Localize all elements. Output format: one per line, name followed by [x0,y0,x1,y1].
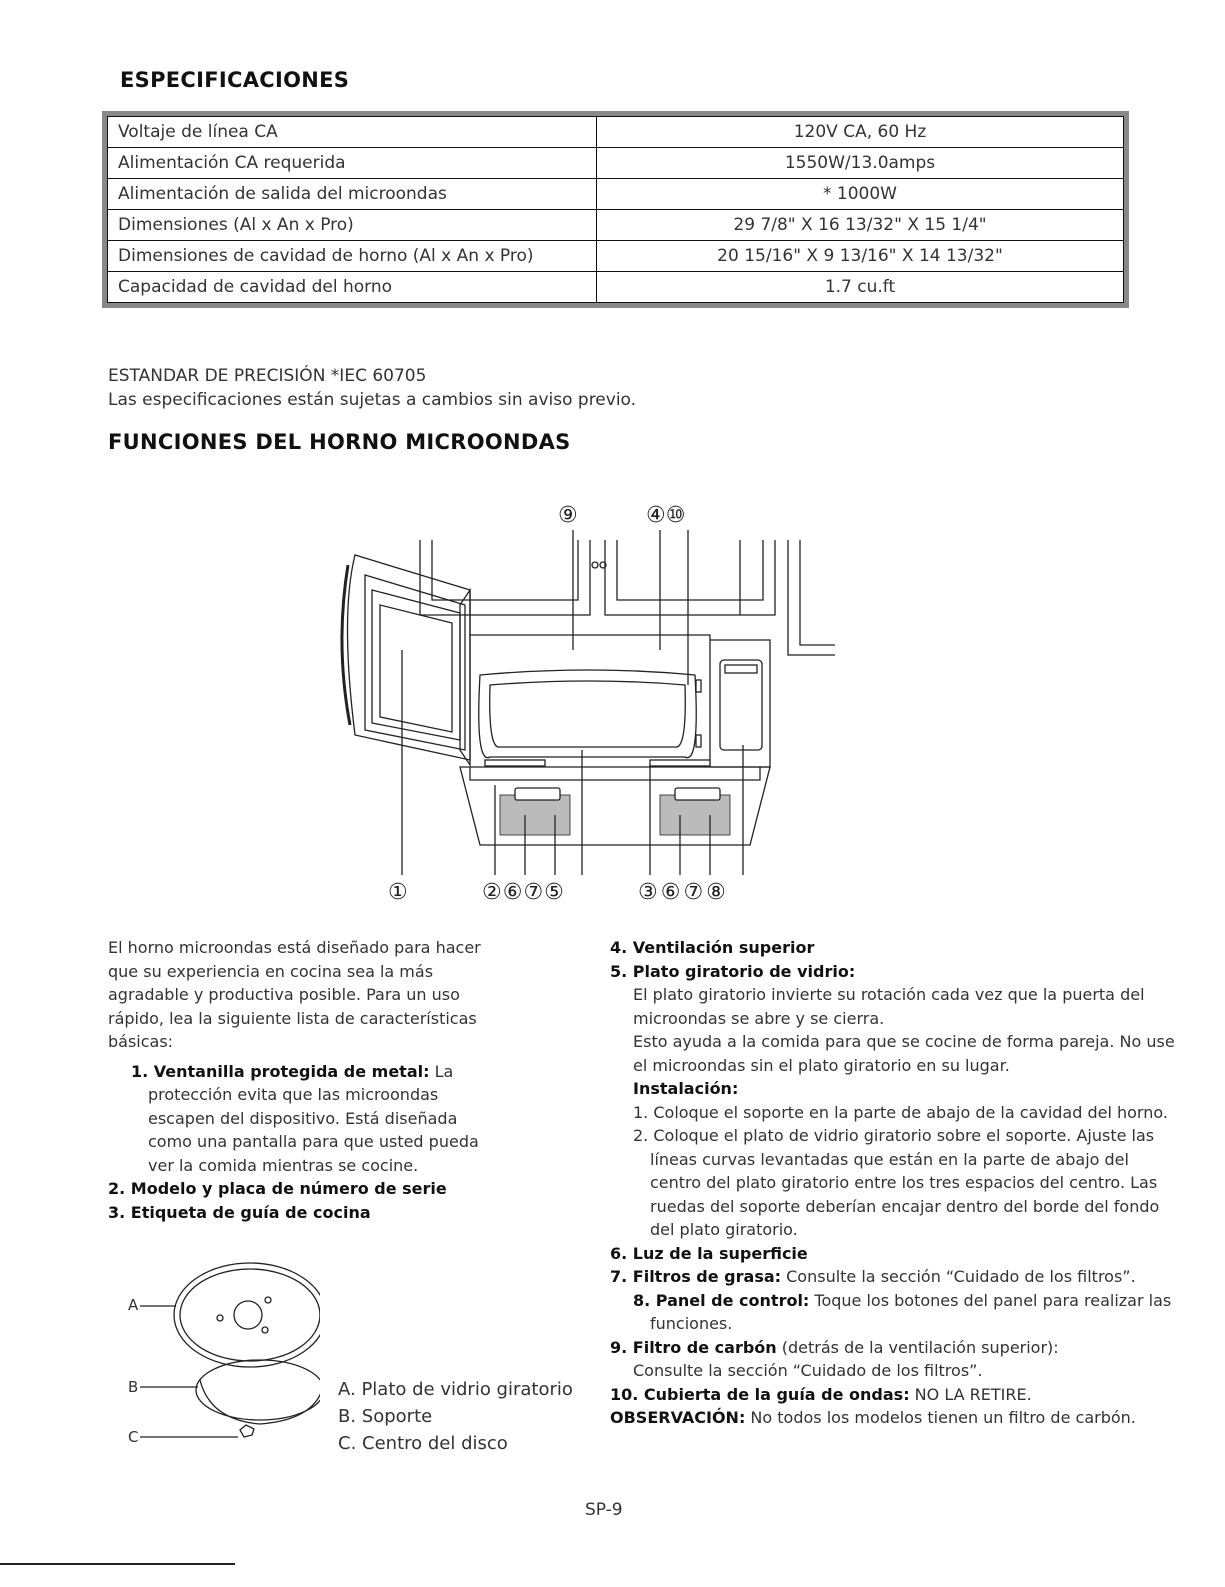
feature-title: 7. Filtros de grasa: [610,1267,782,1286]
spec-label: Dimensiones (Al x An x Pro) [108,210,597,241]
specs-table [107,116,1124,303]
spec-label: Alimentación de salida del microondas [108,179,597,210]
feature-item-5-p2: Esto ayuda a la comida para que se cocine de forma pareja. No use el microondas sin el plato giratorio en su lugar. [633,1032,1175,1075]
spec-value: 20 15/16" X 9 13/16" X 14 13/32" [597,241,1124,272]
subject-to-change-note: Las especificaciones están sujetas a cambios sin aviso previo. [108,389,637,410]
right-column [610,936,1175,1430]
feature-title: 10. Cubierta de la guía de ondas: [610,1384,910,1404]
precision-standard: ESTANDAR DE PRECISIÓN *IEC 60705 [108,366,427,386]
feature-text: NO LA RETIRE. [909,1384,1032,1404]
feature-text: Toque los botones del panel para realizar las funciones. [650,1290,1172,1333]
turntable-drawing [120,1260,320,1460]
feature-item-7 [610,1265,1175,1289]
feature-item-9-p2: Consulte la sección “Cuidado de los filtros”. [633,1361,983,1380]
table-row [108,117,1124,148]
feature-item-2: 2. Modelo y placa de número de serie [108,1179,447,1198]
install-step-2: 2. Coloque el plato de vidrio giratorio sobre el soporte. Ajuste las líneas curvas levantadas que están en la parte de abajo del centro del plato giratorio entre los tres espacios del centro. Las ruedas del soporte deberían encajar dentro del borde del fondo del plato giratorio. [633,1126,1160,1239]
feature-item-8 [610,1289,1175,1336]
table-row [108,210,1124,241]
spec-value: 1550W/13.0amps [597,148,1124,179]
callout-1: ① [388,880,408,905]
feature-text: La protección evita que las microondas escapen del dispositivo. Está diseñada como una pantalla para que usted pueda ver la comida mientras se cocine. [148,1061,479,1175]
observation-note [610,1406,1175,1430]
spec-value: 120V CA, 60 Hz [597,117,1124,148]
observation-title: OBSERVACIÓN: [610,1408,746,1427]
feature-item-9 [610,1336,1175,1360]
turntable-letter-a: A [128,1296,139,1314]
left-column [108,936,493,1224]
spec-value: 1.7 cu.ft [597,272,1124,303]
feature-title: 1. Ventanilla protegida de metal: [131,1061,430,1081]
spec-label: Alimentación CA requerida [108,148,597,179]
table-row [108,179,1124,210]
legend-plate: A. Plato de vidrio giratorio [338,1379,573,1400]
page-number: SP-9 [585,1500,623,1520]
feature-title: 9. Filtro de carbón [610,1337,777,1357]
spec-label: Capacidad de cavidad del horno [108,272,597,303]
specs-title: ESPECIFICACIONES [120,68,350,92]
feature-item-4: 4. Ventilación superior [610,938,815,957]
table-row [108,241,1124,272]
feature-item-6: 6. Luz de la superficie [610,1243,808,1263]
feature-item-5-title: 5. Plato giratorio de vidrio: [610,961,856,981]
feature-title: 8. Panel de control: [633,1290,810,1310]
functions-title: FUNCIONES DEL HORNO MICROONDAS [108,430,571,454]
callout-4-10: ④⑩ [646,503,686,528]
feature-text: Consulte la sección “Cuidado de los filtros”. [781,1267,1136,1286]
legend-support: B. Soporte [338,1406,433,1427]
callout-3-6-7-8: ③⑥⑦⑧ [638,880,729,905]
spec-label: Voltaje de línea CA [108,117,597,148]
turntable-legend [338,1376,573,1457]
microwave-diagram [320,495,870,915]
spec-value: 29 7/8" X 16 13/32" X 15 1/4" [597,210,1124,241]
feature-item-1 [108,1060,493,1178]
feature-item-10 [610,1383,1175,1407]
spec-label: Dimensiones de cavidad de horno (Al x An x Pro) [108,241,597,272]
bottom-rule [0,1563,235,1565]
turntable-letter-b: B [128,1378,139,1396]
intro-paragraph: El horno microondas está diseñado para hacer que su experiencia en cocina sea la más agradable y productiva posible. Para un uso rápido, lea la siguiente lista de características básicas: [108,938,481,1051]
install-step-1: 1. Coloque el soporte en la parte de abajo de la cavidad del horno. [633,1102,1168,1122]
feature-item-3: 3. Etiqueta de guía de cocina [108,1202,371,1222]
table-row [108,272,1124,303]
callout-2-6-7-5: ②⑥⑦⑤ [482,880,565,905]
turntable-letter-c: C [128,1428,139,1446]
install-title: Instalación: [633,1079,739,1098]
callout-9: ⑨ [558,503,578,528]
table-row [108,148,1124,179]
legend-center: C. Centro del disco [338,1433,508,1454]
observation-text: No todos los modelos tienen un filtro de carbón. [745,1408,1136,1427]
feature-item-5-p1: El plato giratorio invierte su rotación cada vez que la puerta del microondas se abre y se cierra. [633,985,1145,1028]
feature-text: (detrás de la ventilación superior): [776,1337,1059,1357]
spec-value: * 1000W [597,179,1124,210]
